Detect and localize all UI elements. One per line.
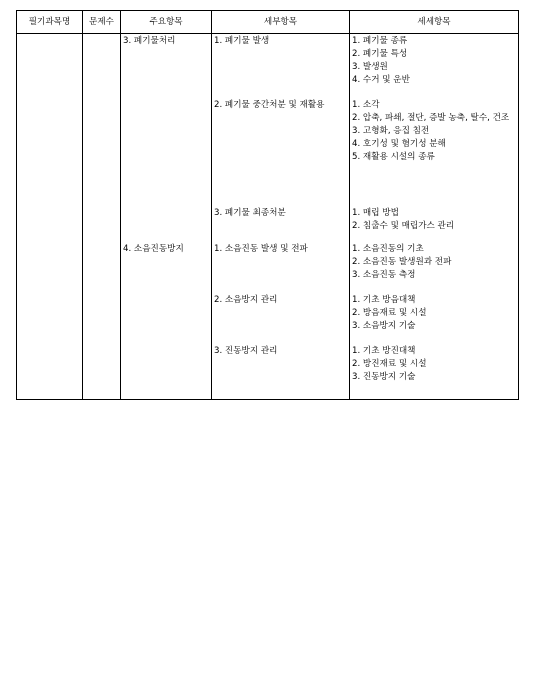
sub-item: 1. 폐기물 발생 (214, 36, 270, 46)
sub-item-block (214, 345, 347, 399)
detail-item: 1. 기초 방음대책 (352, 295, 416, 305)
header-sub-item: 세부항목 (212, 11, 350, 34)
detail-item: 3. 소음방지 기술 (352, 321, 416, 331)
sub-items-cell (212, 34, 350, 400)
sub-item: 1. 소음진동 발생 및 전파 (214, 244, 308, 254)
detail-item: 2. 방음재료 및 시설 (352, 308, 427, 318)
detail-block (352, 99, 516, 207)
sub-item: 3. 진동방지 관리 (214, 346, 278, 356)
detail-item: 5. 재활용 시설의 종류 (352, 152, 435, 162)
main-item: 4. 소음진동방지 (123, 244, 184, 254)
detail-item: 1. 소각 (352, 100, 380, 110)
sub-item: 2. 소음방지 관리 (214, 295, 278, 305)
main-item: 3. 폐기물처리 (123, 36, 176, 46)
header-main-item: 주요항목 (121, 11, 212, 34)
detail-block (352, 243, 516, 294)
sub-item-block (214, 207, 347, 243)
syllabus-table (16, 10, 519, 400)
sub-item-block (214, 243, 347, 294)
table-body-row (17, 34, 519, 400)
detail-items-cell (350, 34, 519, 400)
sub-item: 2. 폐기물 중간처분 및 재활용 (214, 100, 325, 110)
main-items-cell (121, 34, 212, 400)
header-subject-name: 필기과목명 (17, 11, 83, 34)
detail-item: 2. 방진재료 및 시설 (352, 359, 427, 369)
detail-item: 3. 소음진동 측정 (352, 270, 416, 280)
sub-item-block (214, 35, 347, 99)
detail-item: 3. 진동방지 기술 (352, 372, 416, 382)
detail-block (352, 294, 516, 345)
detail-item: 1. 기초 방진대책 (352, 346, 416, 356)
detail-block (352, 345, 516, 399)
detail-item: 4. 호기성 및 혐기성 분해 (352, 139, 446, 149)
detail-item: 2. 폐기물 특성 (352, 49, 408, 59)
detail-item: 1. 매립 방법 (352, 208, 399, 218)
detail-item: 1. 소음진동의 기초 (352, 244, 424, 254)
header-detail-item: 세세항목 (350, 11, 519, 34)
detail-item: 3. 고형화, 응집 침전 (352, 126, 430, 136)
detail-item: 2. 소음진동 발생원과 전파 (352, 257, 452, 267)
detail-item: 2. 침출수 및 매립가스 관리 (352, 221, 455, 231)
detail-item: 4. 수거 및 운반 (352, 75, 410, 85)
table-header-row (17, 11, 519, 34)
sub-item: 3. 폐기물 최종처분 (214, 208, 286, 218)
question-count-cell (83, 34, 121, 400)
sub-item-block (214, 294, 347, 345)
detail-block (352, 35, 516, 99)
main-item-block (123, 35, 209, 243)
subject-name-cell (17, 34, 83, 400)
sub-item-block (214, 99, 347, 207)
detail-item: 1. 폐기물 종류 (352, 36, 408, 46)
header-question-count: 문제수 (83, 11, 121, 34)
main-item-block (123, 243, 209, 391)
detail-item: 3. 발생원 (352, 62, 388, 72)
detail-block (352, 207, 516, 243)
detail-item: 2. 압축, 파쇄, 절단, 증발 농축, 탈수, 건조 (352, 113, 510, 123)
